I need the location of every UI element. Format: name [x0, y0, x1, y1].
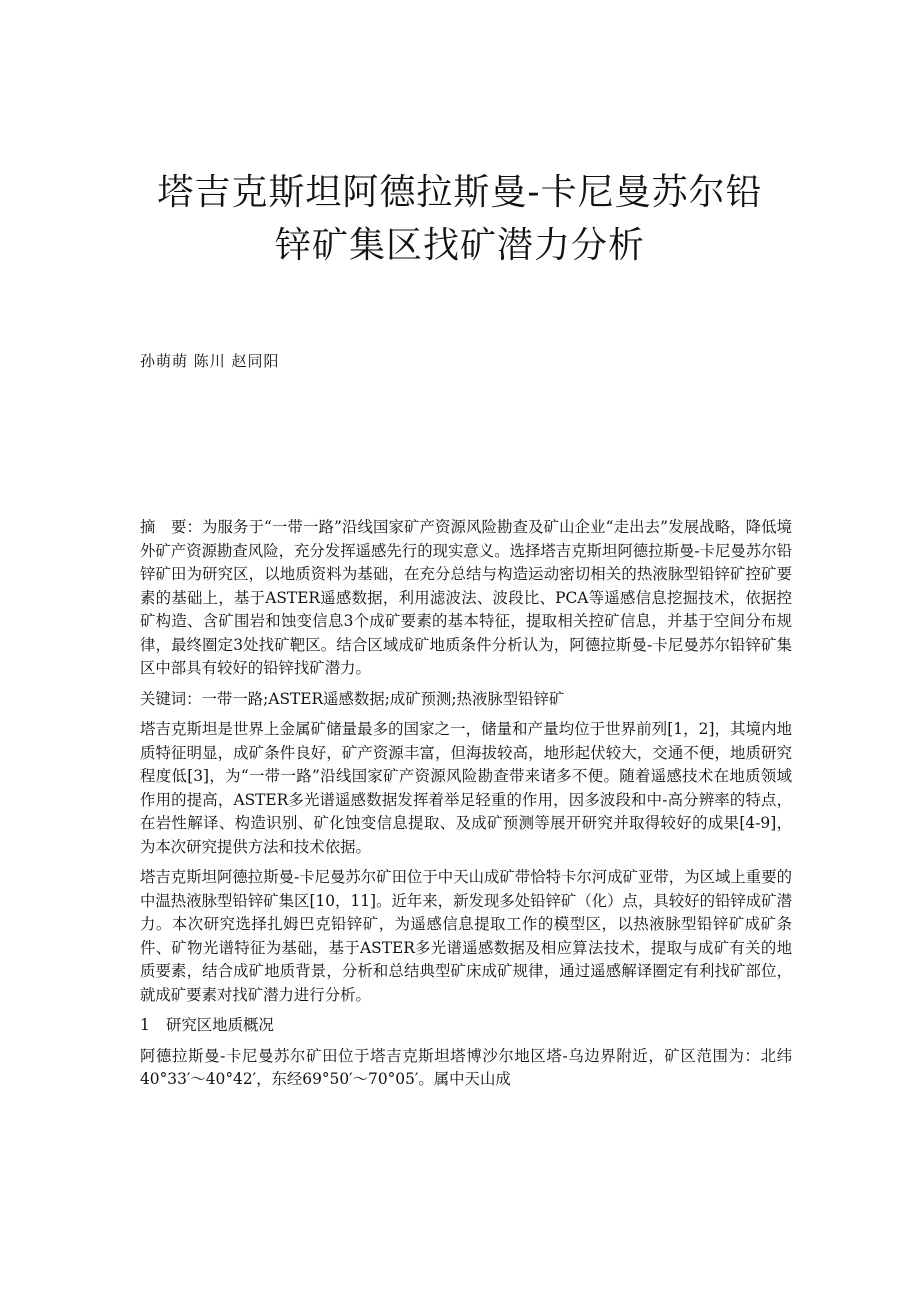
abstract: [140, 516, 792, 681]
abstract-label: 摘 要：: [140, 518, 203, 536]
body-paragraph-2: 塔吉克斯坦阿德拉斯曼-卡尼曼苏尔矿田位于中天山成矿带恰特卡尔河成矿亚带，为区域上重要的中温热液脉型铅锌矿集区[10，11]。近年来，新发现多处铅锌矿（化）点，具较好的铅锌成矿潜力。本次研究选择扎姆巴克铅锌矿，为遥感信息提取工作的模型区，以热液脉型铅锌矿成矿条件、矿物光谱特征为基础，基于ASTER多光谱遥感数据及相应算法技术，提取与成矿有关的地质要素，结合成矿地质背景，分析和总结典型矿床成矿规律，通过遥感解译圈定有利找矿部位，就成矿要素对找矿潜力进行分析。: [140, 868, 792, 1004]
keywords-text: 一带一路;ASTER遥感数据;成矿预测;热液脉型铅锌矿: [201, 689, 565, 708]
paper-title: [100, 166, 820, 272]
title-line-2: 锌矿集区找矿潜力分析: [274, 225, 645, 266]
section-title: 研究区地质概况: [166, 1016, 274, 1034]
author-list: 孙萌萌 陈川 赵同阳: [140, 352, 280, 370]
keywords-label: 关键词：: [140, 689, 202, 708]
title-line-1: 塔吉克斯坦阿德拉斯曼-卡尼曼苏尔铅: [157, 172, 763, 213]
paper-body: [140, 516, 792, 1099]
section-number: 1: [140, 1016, 150, 1034]
body-paragraph-3: 阿德拉斯曼-卡尼曼苏尔矿田位于塔吉克斯坦塔博沙尔地区塔-乌边界附近，矿区范围为：北纬40°33′～40°42′，东经69°50′～70°05′。属中天山成: [140, 1046, 792, 1088]
abstract-text: 为服务于“一带一路”沿线国家矿产资源风险勘查及矿山企业“走出去”发展战略，降低境外矿产资源勘查风险，充分发挥遥感先行的现实意义。选择塔吉克斯坦阿德拉斯曼-卡尼曼苏尔铅锌矿田为研究区，以地质资料为基础，在充分总结与构造运动密切相关的热液脉型铅锌矿控矿要素的基础上，基于ASTER遥感数据，利用滤波法、波段比、PCA等遥感信息挖掘技术，依据控矿构造、含矿围岩和蚀变信息3个成矿要素的基本特征，提取相关控矿信息，并基于空间分布规律，最终圈定3处找矿靶区。结合区域成矿地质条件分析认为，阿德拉斯曼-卡尼曼苏尔铅锌矿集区中部具有较好的铅锌找矿潜力。: [140, 518, 792, 677]
section-heading-1: [140, 1014, 792, 1038]
body-paragraph-1: 塔吉克斯坦是世界上金属矿储量最多的国家之一，储量和产量均位于世界前列[1，2]，其境内地质特征明显，成矿条件良好，矿产资源丰富，但海拔较高，地形起伏较大，交通不便，地质研究程度低[3]，为“一带一路”沿线国家矿产资源风险勘查带来诸多不便。随着遥感技术在地质领域作用的提高，ASTER多光谱遥感数据发挥着举足轻重的作用，因多波段和中-高分辨率的特点，在岩性解译、构造识别、矿化蚀变信息提取、及成矿预测等展开研究并取得较好的成果[4-9]，为本次研究提供方法和技术依据。: [140, 720, 792, 856]
keywords: [140, 688, 792, 712]
